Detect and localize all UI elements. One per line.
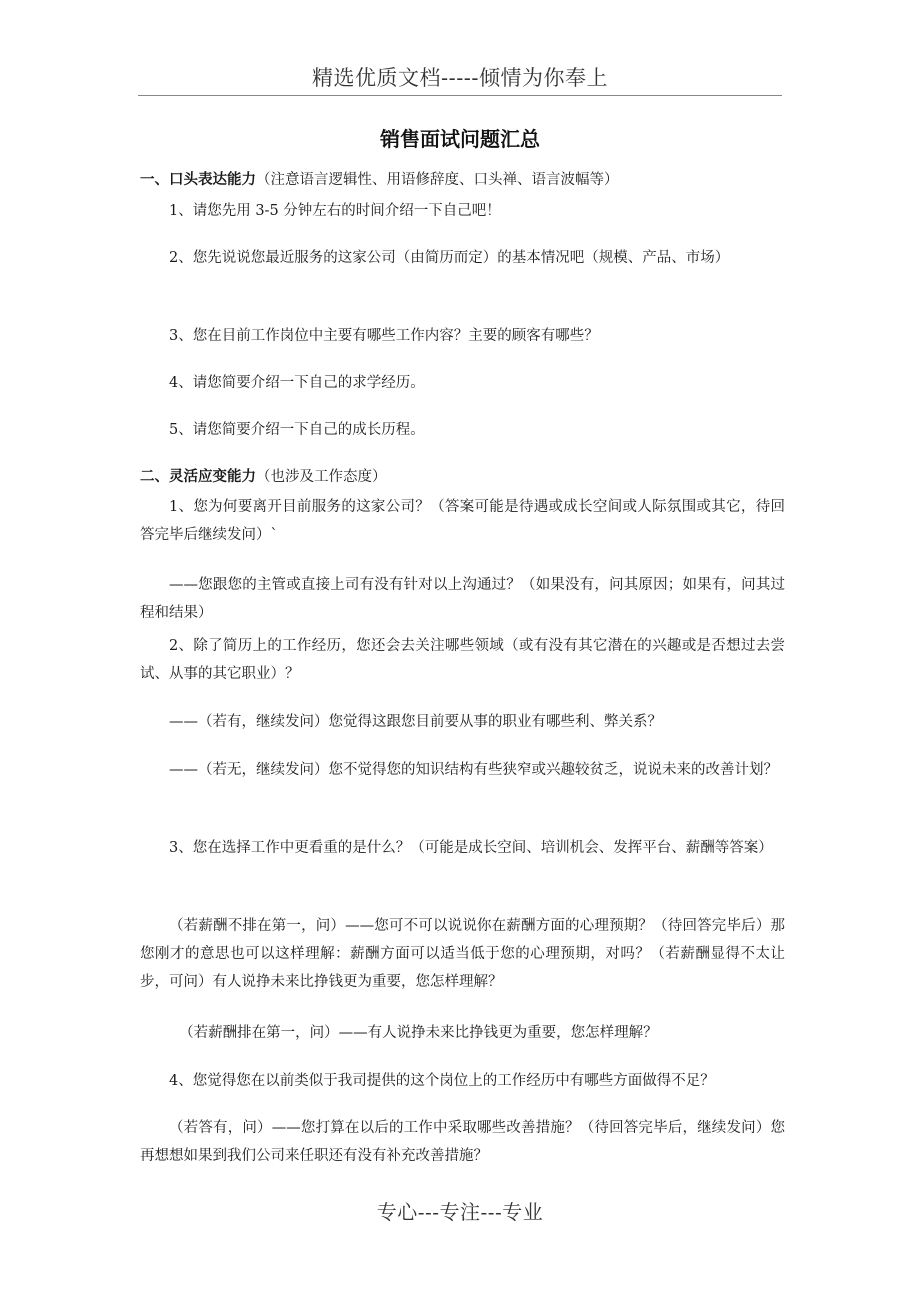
section2-heading-line xyxy=(140,463,785,491)
section2-question-1-follow-up: ——您跟您的主管或直接上司有没有针对以上沟通过？（如果没有，问其原因；如果有，问其过程和结果） xyxy=(140,577,785,621)
section2-question-2: 2、除了简历上的工作经历，您还会去关注哪些领域（或有没有其它潜在的兴趣或是否想过去尝试、从事的其它职业）？ xyxy=(140,638,785,682)
section1-heading: 一、口头表达能力 xyxy=(140,172,256,188)
section1-note: （注意语言逻辑性、用语修辞度、口头禅、语言波幅等） xyxy=(256,172,619,188)
section1-question-1: 1、请您先用 3-5 分钟左右的时间介绍一下自己吧！ xyxy=(169,203,501,219)
page-header: 精选优质文档-----倾情为你奉上 xyxy=(312,66,608,90)
section2-question-2-follow-up-no: ——（若无，继续发问）您不觉得您的知识结构有些狭窄或兴趣较贫乏，说说未来的改善计划？ xyxy=(169,762,778,778)
section2-question-3: 3、您在选择工作中更看重的是什么？（可能是成长空间、培训机会、发挥平台、薪酬等答案） xyxy=(169,840,773,856)
section1-heading-line xyxy=(140,166,785,194)
section1-question-3: 3、您在目前工作岗位中主要有哪些工作内容？主要的顾客有哪些？ xyxy=(169,328,599,344)
section2-question-4-follow-up: （若答有，问）——您打算在以后的工作中采取哪些改善措施？（待回答完毕后，继续发问）您再想想如果到我们公司来任职还有没有补充改善措施？ xyxy=(140,1120,785,1164)
section2-question-1: 1、您为何要离开目前服务的这家公司？（答案可能是待遇或成长空间或人际氛围或其它，待回答完毕后继续发问）` xyxy=(140,499,785,543)
section2-question-3-follow-up-salary-first: （若薪酬排在第一，问）——有人说挣未来比挣钱更为重要，您怎样理解？ xyxy=(179,1025,658,1041)
section1-question-4: 4、请您简要介绍一下自己的求学经历。 xyxy=(169,375,425,391)
section1-question-5: 5、请您简要介绍一下自己的成长历程。 xyxy=(169,422,425,438)
header-divider xyxy=(138,95,782,96)
section1-question-2: 2、您先说说您最近服务的这家公司（由简历而定）的基本情况吧（规模、产品、市场） xyxy=(169,250,730,266)
section2-note: （也涉及工作态度） xyxy=(256,469,387,485)
section2-question-2-follow-up-yes: ——（若有，继续发问）您觉得这跟您目前要从事的职业有哪些利、弊关系？ xyxy=(169,714,662,730)
section2-heading: 二、灵活应变能力 xyxy=(140,469,256,485)
section2-question-3-follow-up-salary-not-first: （若薪酬不排在第一，问）——您可不可以说说你在薪酬方面的心理预期？（待回答完毕后）那您刚才的意思也可以这样理解：薪酬方面可以适当低于您的心理预期，对吗？（若薪酬显得不太让步，可问）有人说挣未来比挣钱更为重要，您怎样理解？ xyxy=(140,918,785,990)
page-footer: 专心---专注---专业 xyxy=(376,1200,544,1224)
document-title: 销售面试问题汇总 xyxy=(380,127,540,151)
section2-question-4: 4、您觉得您在以前类似于我司提供的这个岗位上的工作经历中有哪些方面做得不足？ xyxy=(169,1073,715,1089)
